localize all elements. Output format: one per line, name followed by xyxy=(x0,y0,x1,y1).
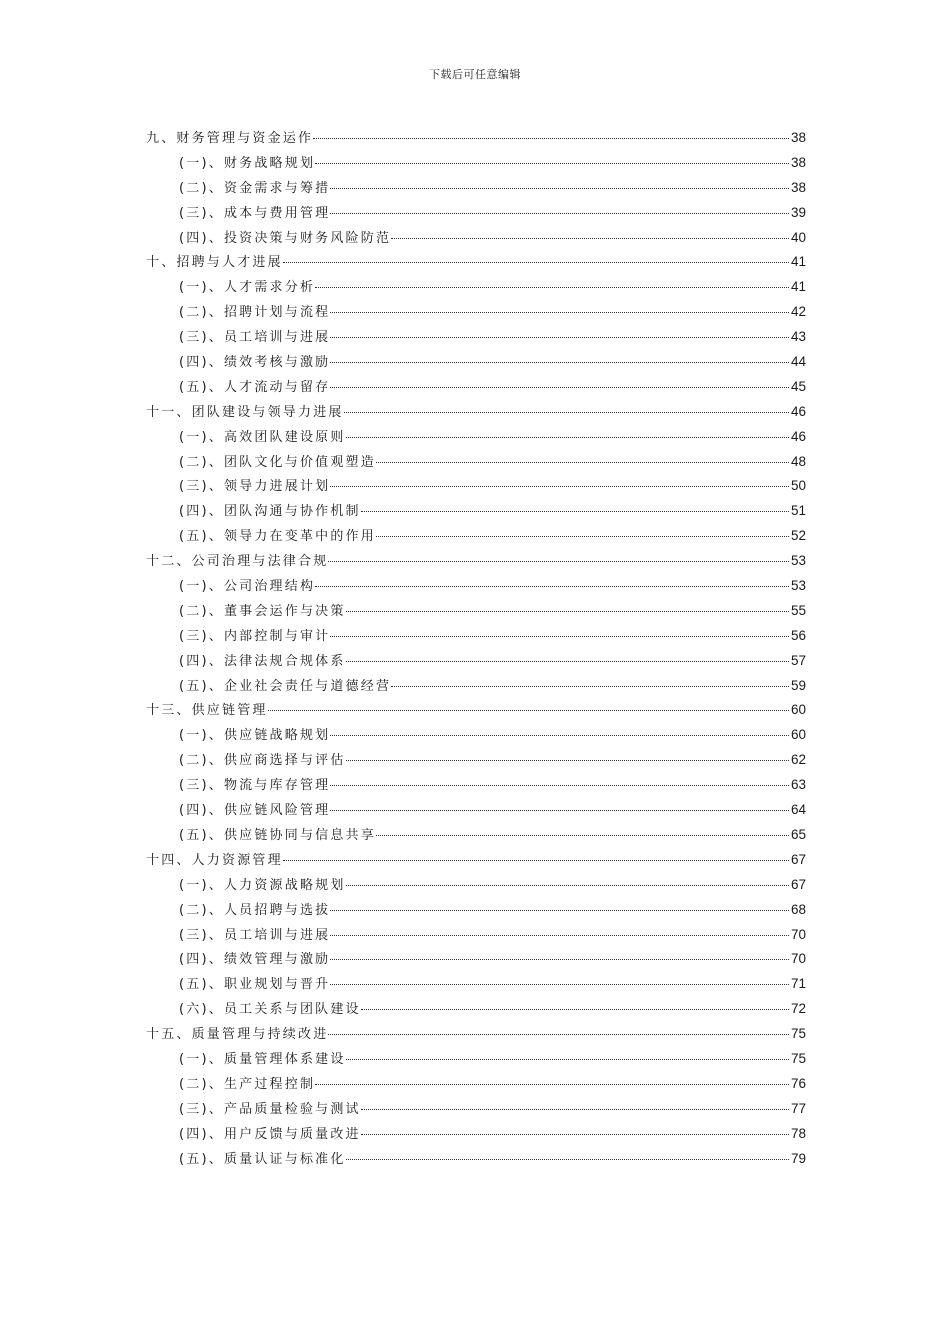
toc-dot-leader xyxy=(361,1134,789,1135)
toc-entry-title: (二)、招聘计划与流程 xyxy=(179,305,331,321)
toc-entry-title: (二)、供应商选择与评估 xyxy=(179,753,346,769)
toc-dot-leader xyxy=(346,1059,789,1060)
toc-page-number: 75 xyxy=(790,1050,806,1066)
toc-entry-title: (四)、投资决策与财务风险防范 xyxy=(179,230,392,246)
toc-page-number: 68 xyxy=(790,901,806,917)
toc-section-entry[interactable] xyxy=(146,574,806,599)
toc-section-entry[interactable] xyxy=(146,798,806,823)
toc-entry-title: (二)、资金需求与筹措 xyxy=(179,180,331,196)
toc-dot-leader xyxy=(315,287,789,288)
toc-section-entry[interactable] xyxy=(146,674,806,699)
toc-section-entry[interactable] xyxy=(146,1122,806,1147)
toc-page-number: 51 xyxy=(790,503,806,519)
toc-entry-title: (五)、人才流动与留存 xyxy=(179,379,331,395)
toc-section-entry[interactable] xyxy=(146,1072,806,1097)
toc-entry-title: (二)、董事会运作与决策 xyxy=(179,603,346,619)
toc-section-entry[interactable] xyxy=(146,499,806,524)
toc-page-number: 71 xyxy=(790,976,806,992)
toc-dot-leader xyxy=(330,785,789,786)
toc-page-number: 56 xyxy=(790,627,806,643)
toc-dot-leader xyxy=(330,312,789,313)
toc-page-number: 53 xyxy=(790,553,806,569)
toc-page-number: 75 xyxy=(790,1026,806,1042)
toc-entry-title: (二)、人员招聘与选拔 xyxy=(179,902,331,918)
toc-entry-title: (四)、法律法规合规体系 xyxy=(179,653,346,669)
table-of-contents xyxy=(146,126,806,1171)
toc-page-number: 67 xyxy=(790,851,806,867)
toc-entry-title: 十四、人力资源管理 xyxy=(146,852,283,868)
toc-dot-leader xyxy=(361,1009,789,1010)
toc-page-number: 77 xyxy=(790,1100,806,1116)
toc-dot-leader xyxy=(330,735,789,736)
toc-page-number: 70 xyxy=(790,926,806,942)
toc-section-entry[interactable] xyxy=(146,300,806,325)
toc-section-entry[interactable] xyxy=(146,898,806,923)
toc-entry-title: 十二、公司治理与法律合规 xyxy=(146,554,329,570)
toc-dot-leader xyxy=(346,661,789,662)
toc-chapter-entry[interactable] xyxy=(146,126,806,151)
toc-dot-leader xyxy=(313,138,789,139)
toc-section-entry[interactable] xyxy=(146,997,806,1022)
toc-page-number: 70 xyxy=(790,951,806,967)
toc-dot-leader xyxy=(376,835,789,836)
toc-chapter-entry[interactable] xyxy=(146,1022,806,1047)
toc-page-number: 46 xyxy=(790,403,806,419)
toc-page-number: 60 xyxy=(790,727,806,743)
toc-section-entry[interactable] xyxy=(146,275,806,300)
toc-dot-leader xyxy=(346,611,789,612)
toc-page-number: 42 xyxy=(790,304,806,320)
toc-section-entry[interactable] xyxy=(146,972,806,997)
toc-section-entry[interactable] xyxy=(146,325,806,350)
toc-dot-leader xyxy=(328,561,789,562)
toc-dot-leader xyxy=(315,586,789,587)
toc-section-entry[interactable] xyxy=(146,1097,806,1122)
toc-dot-leader xyxy=(346,437,789,438)
toc-section-entry[interactable] xyxy=(146,947,806,972)
toc-dot-leader xyxy=(391,238,789,239)
toc-section-entry[interactable] xyxy=(146,723,806,748)
toc-dot-leader xyxy=(330,362,789,363)
toc-section-entry[interactable] xyxy=(146,773,806,798)
toc-entry-title: (四)、绩效管理与激励 xyxy=(179,952,331,968)
toc-entry-title: (四)、用户反馈与质量改进 xyxy=(179,1126,361,1142)
toc-page-number: 64 xyxy=(790,802,806,818)
toc-entry-title: (三)、成本与费用管理 xyxy=(179,205,331,221)
toc-page-number: 38 xyxy=(790,130,806,145)
toc-dot-leader xyxy=(344,412,789,413)
toc-dot-leader xyxy=(330,810,789,811)
toc-chapter-entry[interactable] xyxy=(146,250,806,275)
toc-entry-title: (五)、质量认证与标准化 xyxy=(179,1151,346,1167)
toc-dot-leader xyxy=(328,1034,789,1035)
toc-entry-title: (一)、财务战略规划 xyxy=(179,155,316,171)
toc-dot-leader xyxy=(330,337,789,338)
toc-page-number: 63 xyxy=(790,777,806,793)
toc-dot-leader xyxy=(376,462,789,463)
toc-section-entry[interactable] xyxy=(146,923,806,948)
toc-section-entry[interactable] xyxy=(146,649,806,674)
toc-entry-title: (五)、供应链协同与信息共享 xyxy=(179,827,376,843)
toc-section-entry[interactable] xyxy=(146,226,806,251)
toc-entry-title: (一)、质量管理体系建设 xyxy=(179,1051,346,1067)
toc-section-entry[interactable] xyxy=(146,823,806,848)
toc-section-entry[interactable] xyxy=(146,748,806,773)
toc-dot-leader xyxy=(346,760,789,761)
toc-entry-title: (三)、产品质量检验与测试 xyxy=(179,1101,361,1117)
toc-section-entry[interactable] xyxy=(146,176,806,201)
toc-dot-leader xyxy=(330,213,789,214)
toc-entry-title: (三)、员工培训与进展 xyxy=(179,330,331,346)
toc-entry-title: 十五、质量管理与持续改进 xyxy=(146,1027,329,1043)
toc-page-number: 38 xyxy=(790,154,806,170)
toc-entry-title: (二)、团队文化与价值观塑造 xyxy=(179,454,376,470)
toc-page-number: 44 xyxy=(790,354,806,370)
toc-page-number: 72 xyxy=(790,1001,806,1017)
toc-dot-leader xyxy=(330,387,789,388)
toc-page-number: 60 xyxy=(790,702,806,718)
toc-section-entry[interactable] xyxy=(146,474,806,499)
toc-entry-title: (三)、员工培训与进展 xyxy=(179,927,331,943)
toc-page-number: 65 xyxy=(790,826,806,842)
toc-entry-title: 十一、团队建设与领导力进展 xyxy=(146,404,344,420)
toc-page-number: 40 xyxy=(790,229,806,245)
toc-dot-leader xyxy=(283,860,789,861)
toc-dot-leader xyxy=(330,636,789,637)
toc-page-number: 62 xyxy=(790,752,806,768)
toc-dot-leader xyxy=(283,262,789,263)
toc-entry-title: (一)、人才需求分析 xyxy=(179,280,316,296)
toc-section-entry[interactable] xyxy=(146,425,806,450)
toc-dot-leader xyxy=(315,1084,789,1085)
toc-entry-title: (五)、领导力在变革中的作用 xyxy=(179,529,376,545)
toc-entry-title: (三)、物流与库存管理 xyxy=(179,778,331,794)
toc-entry-title: (五)、企业社会责任与道德经营 xyxy=(179,678,392,694)
toc-entry-title: (四)、供应链风险管理 xyxy=(179,803,331,819)
toc-entry-title: (一)、人力资源战略规划 xyxy=(179,877,346,893)
toc-page-number: 55 xyxy=(790,602,806,618)
page-header-note: 下载后可任意编辑 xyxy=(429,68,521,81)
toc-dot-leader xyxy=(330,188,789,189)
toc-page-number: 52 xyxy=(790,528,806,544)
toc-dot-leader xyxy=(330,935,789,936)
toc-page-number: 50 xyxy=(790,478,806,494)
toc-entry-title: 十、招聘与人才进展 xyxy=(146,255,283,271)
toc-page-number: 78 xyxy=(790,1125,806,1141)
toc-page-number: 39 xyxy=(790,204,806,220)
toc-page-number: 53 xyxy=(790,578,806,594)
toc-dot-leader xyxy=(268,710,789,711)
toc-entry-title: 十三、供应链管理 xyxy=(146,703,268,719)
toc-section-entry[interactable] xyxy=(146,524,806,549)
toc-dot-leader xyxy=(315,163,789,164)
toc-page-number: 41 xyxy=(790,254,806,270)
toc-dot-leader xyxy=(330,910,789,911)
toc-section-entry[interactable] xyxy=(146,599,806,624)
toc-chapter-entry[interactable] xyxy=(146,698,806,723)
toc-chapter-entry[interactable] xyxy=(146,400,806,425)
toc-entry-title: (六)、员工关系与团队建设 xyxy=(179,1002,361,1018)
toc-dot-leader xyxy=(346,1159,789,1160)
toc-entry-title: (三)、内部控制与审计 xyxy=(179,628,331,644)
toc-entry-title: (一)、公司治理结构 xyxy=(179,579,316,595)
toc-section-entry[interactable] xyxy=(146,1147,806,1172)
toc-page-number: 46 xyxy=(790,428,806,444)
toc-page-number: 79 xyxy=(790,1150,806,1166)
toc-entry-title: (一)、高效团队建设原则 xyxy=(179,429,346,445)
toc-dot-leader xyxy=(346,885,789,886)
toc-dot-leader xyxy=(361,1109,789,1110)
toc-page-number: 67 xyxy=(790,876,806,892)
toc-dot-leader xyxy=(330,959,789,960)
toc-section-entry[interactable] xyxy=(146,151,806,176)
toc-page-number: 76 xyxy=(790,1075,806,1091)
toc-section-entry[interactable] xyxy=(146,375,806,400)
toc-page-number: 48 xyxy=(790,453,806,469)
toc-page-number: 41 xyxy=(790,279,806,295)
toc-entry-title: (四)、绩效考核与激励 xyxy=(179,355,331,371)
toc-dot-leader xyxy=(330,486,789,487)
toc-dot-leader xyxy=(330,984,789,985)
toc-section-entry[interactable] xyxy=(146,350,806,375)
toc-entry-title: (三)、领导力进展计划 xyxy=(179,479,331,495)
toc-section-entry[interactable] xyxy=(146,873,806,898)
toc-entry-title: (四)、团队沟通与协作机制 xyxy=(179,504,361,520)
toc-section-entry[interactable] xyxy=(146,201,806,226)
toc-page-number: 59 xyxy=(790,677,806,693)
toc-page-number: 43 xyxy=(790,329,806,345)
toc-entry-title: (二)、生产过程控制 xyxy=(179,1076,316,1092)
toc-entry-title: 九、财务管理与资金运作 xyxy=(146,131,314,146)
toc-chapter-entry[interactable] xyxy=(146,549,806,574)
toc-dot-leader xyxy=(391,686,789,687)
toc-entry-title: (五)、职业规划与晋升 xyxy=(179,977,331,993)
toc-page-number: 57 xyxy=(790,652,806,668)
toc-page-number: 45 xyxy=(790,378,806,394)
toc-section-entry[interactable] xyxy=(146,624,806,649)
toc-section-entry[interactable] xyxy=(146,450,806,475)
toc-entry-title: (一)、供应链战略规划 xyxy=(179,728,331,744)
toc-dot-leader xyxy=(376,536,789,537)
toc-page-number: 38 xyxy=(790,179,806,195)
toc-chapter-entry[interactable] xyxy=(146,848,806,873)
toc-dot-leader xyxy=(361,511,789,512)
toc-section-entry[interactable] xyxy=(146,1047,806,1072)
